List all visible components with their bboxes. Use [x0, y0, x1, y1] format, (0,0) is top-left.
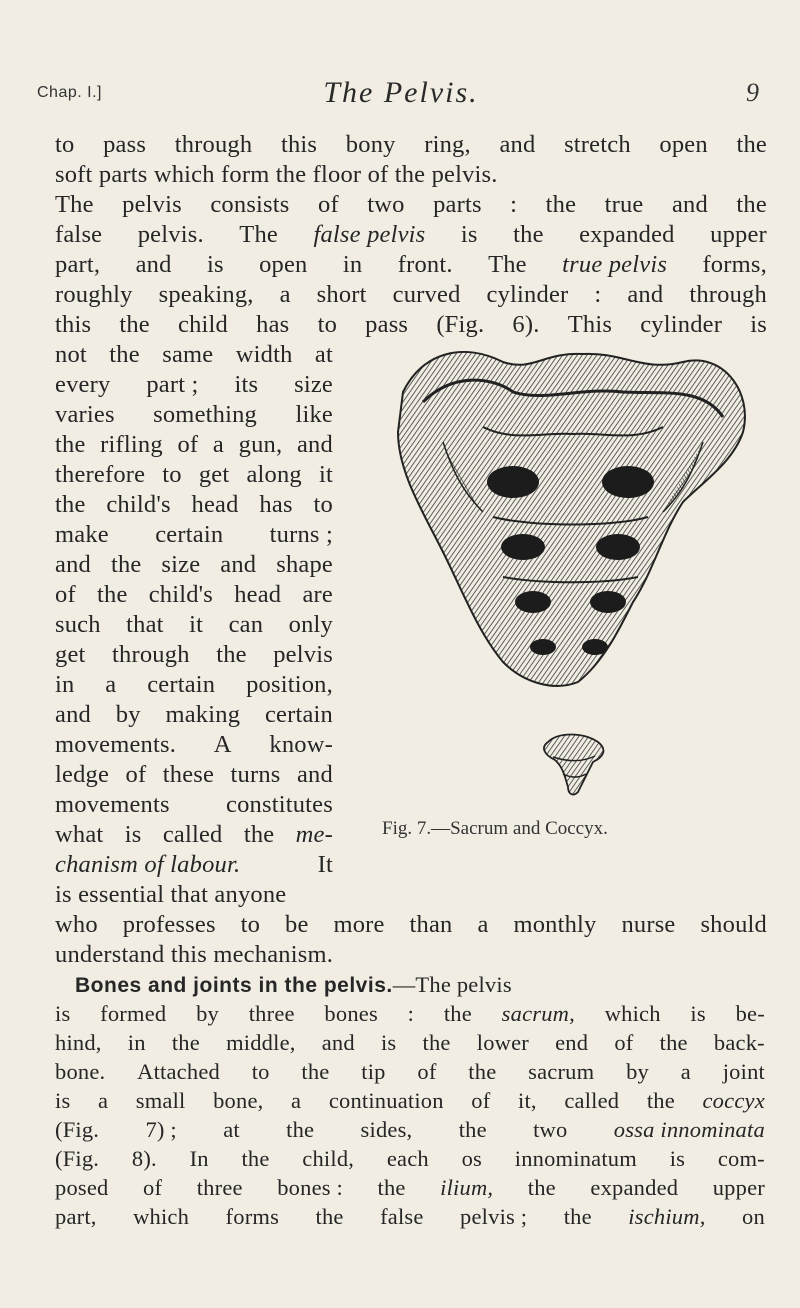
word: monthly	[513, 911, 597, 938]
word: of	[318, 191, 339, 218]
word: 7) ;	[145, 1117, 177, 1142]
word: is	[750, 311, 767, 338]
word: rifling	[100, 431, 163, 458]
word: false	[380, 1204, 424, 1229]
word: coccyx	[702, 1088, 765, 1113]
word: speaking,	[158, 281, 254, 308]
word: and	[135, 251, 172, 278]
word: part ;	[146, 371, 199, 398]
word: called	[162, 821, 223, 848]
word: of	[614, 1030, 634, 1055]
section-lead: —The pelvis	[392, 972, 512, 997]
word: ledge	[55, 761, 110, 788]
section-heading: Bones and joints in the pelvis.	[75, 974, 393, 997]
word: the	[527, 1175, 556, 1200]
word: the	[468, 1059, 497, 1084]
word: bone,	[213, 1088, 264, 1113]
word: open	[259, 251, 308, 278]
word: the	[119, 311, 150, 338]
word: the	[646, 1088, 675, 1113]
word: :	[594, 281, 602, 308]
text-line	[55, 220, 767, 250]
text-line	[55, 490, 333, 520]
running-header	[37, 78, 765, 112]
figure-caption: Fig. 7.—Sacrum and Coccyx.	[382, 818, 608, 839]
word: this	[280, 131, 318, 158]
word: and	[296, 431, 333, 458]
text-line	[55, 670, 333, 700]
word: child,	[302, 1146, 355, 1171]
word: is	[460, 221, 478, 248]
word: A	[213, 731, 232, 758]
word: by	[115, 701, 141, 728]
text-line	[55, 190, 767, 220]
word: the	[736, 131, 767, 158]
text-line	[55, 340, 333, 370]
word: of	[417, 1059, 437, 1084]
word: certain	[147, 671, 216, 698]
text-line	[55, 370, 333, 400]
word: formed	[100, 1001, 167, 1026]
word: and	[627, 281, 664, 308]
word: a	[477, 911, 489, 938]
word: the	[301, 1059, 330, 1084]
word: size	[161, 551, 201, 578]
word: get	[198, 461, 230, 488]
word: has	[259, 491, 293, 518]
word: the	[736, 191, 767, 218]
word: child	[178, 311, 229, 338]
word: innominatum	[514, 1146, 637, 1171]
word: than	[409, 911, 453, 938]
word: in	[342, 251, 363, 278]
word: this	[55, 311, 92, 338]
word: Attached	[137, 1059, 220, 1084]
word: its	[234, 371, 259, 398]
text-line	[55, 880, 286, 910]
word: (Fig.	[55, 1117, 100, 1142]
word: is essential that anyone	[55, 881, 287, 908]
word: the	[659, 1030, 688, 1055]
word: to	[55, 131, 75, 158]
word: part,	[55, 251, 101, 278]
word: is	[55, 1001, 71, 1026]
word: only	[288, 611, 333, 638]
word: the	[216, 641, 247, 668]
word: to	[162, 461, 182, 488]
word: pelvis	[122, 191, 182, 218]
word: by	[626, 1059, 650, 1084]
word: in	[127, 1030, 146, 1055]
word: of	[471, 1088, 491, 1113]
word: these	[162, 761, 215, 788]
word: is	[690, 1001, 706, 1026]
word: ring,	[424, 131, 471, 158]
word: the	[109, 341, 140, 368]
text-line	[55, 580, 333, 610]
word: bones	[324, 1001, 378, 1026]
word: three	[248, 1001, 295, 1026]
word: front.	[397, 251, 453, 278]
word: through	[689, 281, 767, 308]
word: roughly	[55, 281, 133, 308]
word: part,	[55, 1204, 97, 1229]
word: cylinder	[640, 311, 723, 338]
word: on	[742, 1204, 765, 1229]
word: small	[135, 1088, 186, 1113]
word: make	[55, 521, 109, 548]
word: hind,	[55, 1030, 102, 1055]
word: ossa innominata	[613, 1117, 765, 1142]
word: a	[291, 1088, 302, 1113]
word: middle,	[226, 1030, 296, 1055]
word: ilium,	[440, 1175, 494, 1200]
word: turns	[230, 761, 281, 788]
word: lower	[476, 1030, 529, 1055]
word: therefore	[55, 461, 146, 488]
word: by	[196, 1001, 219, 1026]
text-line	[55, 1202, 765, 1232]
word: end	[555, 1030, 589, 1055]
word: chanism of labour.	[55, 851, 241, 878]
word: nurse	[621, 911, 676, 938]
word: should	[700, 911, 767, 938]
word: not	[55, 341, 87, 368]
word: upper	[712, 1175, 765, 1200]
word: posed	[55, 1175, 109, 1200]
word: open	[659, 131, 708, 158]
word: ischium,	[628, 1204, 706, 1229]
word: be	[285, 911, 309, 938]
word: gun,	[238, 431, 283, 458]
word: the	[315, 1204, 344, 1229]
word: soft parts which form the floor of the pelvis.	[55, 161, 498, 188]
word: and	[321, 1030, 355, 1055]
word: a	[98, 1088, 109, 1113]
word: the	[55, 431, 86, 458]
word: position,	[246, 671, 333, 698]
word: head	[234, 581, 282, 608]
word: pelvis	[273, 641, 333, 668]
word: like	[295, 401, 333, 428]
page-number: 9	[746, 78, 759, 107]
word: the	[513, 221, 544, 248]
word: of	[55, 581, 76, 608]
word: know-	[269, 731, 333, 758]
text-line	[55, 280, 767, 310]
word: it	[318, 461, 333, 488]
word: child's	[106, 491, 171, 518]
word: parts	[433, 191, 482, 218]
word: stretch	[564, 131, 631, 158]
word: the	[563, 1204, 592, 1229]
word: false pelvis	[313, 221, 426, 248]
text-line	[55, 999, 765, 1029]
word: pass	[103, 131, 147, 158]
word: is	[124, 821, 142, 848]
word: certain	[155, 521, 224, 548]
word: bone.	[55, 1059, 106, 1084]
text-line	[55, 790, 333, 820]
word: to	[251, 1059, 270, 1084]
word: short	[316, 281, 367, 308]
word: same	[162, 341, 214, 368]
word: curved	[392, 281, 461, 308]
word: at	[223, 1117, 240, 1142]
word: a	[212, 431, 224, 458]
word: a	[279, 281, 291, 308]
word: and	[296, 761, 333, 788]
word: is	[55, 1088, 71, 1113]
word: making	[165, 701, 241, 728]
word: (Fig.	[55, 1146, 100, 1171]
word: os	[461, 1146, 483, 1171]
text-line	[55, 760, 333, 790]
word: constitutes	[226, 791, 333, 818]
text-line	[55, 460, 333, 490]
word: professes	[122, 911, 216, 938]
word: in	[55, 671, 75, 698]
coccyx-drawing	[544, 735, 603, 795]
word: are	[302, 581, 333, 608]
word: varies	[55, 401, 115, 428]
word: In	[189, 1146, 209, 1171]
word: what	[55, 821, 104, 848]
word: the	[243, 821, 275, 848]
word: to	[317, 311, 338, 338]
word: such	[55, 611, 101, 638]
running-title: The Pelvis.	[323, 76, 479, 109]
word: at	[314, 341, 333, 368]
text-line	[55, 1028, 765, 1058]
text-line	[55, 430, 333, 460]
section-heading-line	[75, 970, 512, 1001]
word: back-	[713, 1030, 765, 1055]
word: head	[191, 491, 239, 518]
word: certain	[264, 701, 333, 728]
word: can	[228, 611, 264, 638]
word: to	[313, 491, 333, 518]
text-line	[55, 700, 333, 730]
word: through	[112, 641, 190, 668]
text-line	[55, 400, 333, 430]
word: is	[380, 1030, 397, 1055]
word: bones :	[277, 1175, 343, 1200]
word: consists	[210, 191, 290, 218]
word: which	[604, 1001, 661, 1026]
word: the	[171, 1030, 200, 1055]
word: It	[317, 851, 333, 878]
word: continuation	[328, 1088, 444, 1113]
word: child's	[148, 581, 214, 608]
word: movements.	[55, 731, 177, 758]
text-line	[55, 130, 767, 160]
word: forms,	[702, 251, 767, 278]
word: This	[567, 311, 613, 338]
word: tip	[361, 1059, 386, 1084]
text-line	[55, 550, 333, 580]
text-line	[55, 610, 333, 640]
word: along	[246, 461, 302, 488]
word: turns ;	[269, 521, 333, 548]
word: through	[174, 131, 253, 158]
word: The	[488, 251, 527, 278]
word: it	[189, 611, 204, 638]
word: of	[125, 761, 147, 788]
word: me-	[295, 821, 333, 848]
word: each	[386, 1146, 429, 1171]
word: two	[367, 191, 405, 218]
word: the	[55, 491, 86, 518]
word: sides,	[360, 1117, 413, 1142]
word: width	[235, 341, 293, 368]
word: every	[55, 371, 111, 398]
word: more	[333, 911, 385, 938]
word: The	[239, 221, 278, 248]
word: which	[133, 1204, 190, 1229]
word: pass	[365, 311, 409, 338]
word: to	[240, 911, 261, 938]
word: shape	[276, 551, 333, 578]
word: (Fig.	[436, 311, 485, 338]
text-line	[55, 940, 333, 970]
word: that	[126, 611, 164, 638]
sacrum-drawing	[398, 352, 745, 686]
text-line	[55, 1173, 765, 1203]
word: com-	[717, 1146, 765, 1171]
word: be-	[735, 1001, 765, 1026]
word: movements	[55, 791, 170, 818]
word: is	[206, 251, 224, 278]
word: sacrum,	[501, 1001, 575, 1026]
word: called	[564, 1088, 620, 1113]
word: the	[96, 581, 128, 608]
word: size	[294, 371, 333, 398]
text-line	[55, 160, 498, 190]
word: the	[110, 551, 142, 578]
word: bony	[345, 131, 396, 158]
word: the	[545, 191, 577, 218]
word: false	[55, 221, 103, 248]
word: expanded	[590, 1175, 679, 1200]
word: and	[220, 551, 257, 578]
word: cylinder	[486, 281, 569, 308]
word: the	[443, 1001, 472, 1026]
word: has	[256, 311, 290, 338]
word: forms	[225, 1204, 280, 1229]
word: pelvis.	[137, 221, 204, 248]
word: 6).	[512, 311, 540, 338]
word: and	[671, 191, 708, 218]
text-line	[55, 1144, 765, 1174]
word: the	[458, 1117, 487, 1142]
text-line	[55, 1057, 765, 1087]
word: the	[241, 1146, 270, 1171]
word: and	[55, 701, 91, 728]
word: understand this mechanism.	[55, 941, 334, 968]
text-line	[55, 730, 333, 760]
word: :	[510, 191, 518, 218]
text-line	[55, 820, 333, 850]
word: upper	[710, 221, 767, 248]
word: it,	[518, 1088, 537, 1113]
word: and	[55, 551, 91, 578]
word: of	[143, 1175, 163, 1200]
text-line	[55, 1086, 765, 1116]
word: joint	[722, 1059, 765, 1084]
word: the	[377, 1175, 406, 1200]
word: who	[55, 911, 98, 938]
word: is	[669, 1146, 686, 1171]
word: something	[153, 401, 258, 428]
word: a	[680, 1059, 691, 1084]
word: sacrum	[528, 1059, 595, 1084]
word: true pelvis	[562, 251, 668, 278]
word: expanded	[579, 221, 675, 248]
word: two	[533, 1117, 568, 1142]
word: a	[105, 671, 117, 698]
word: get	[55, 641, 86, 668]
text-line	[55, 910, 767, 940]
word: pelvis ;	[460, 1204, 528, 1229]
word: The	[55, 191, 94, 218]
text-line	[55, 1115, 765, 1145]
word: the	[286, 1117, 315, 1142]
word: the	[422, 1030, 451, 1055]
word: of	[177, 431, 199, 458]
text-line	[55, 640, 333, 670]
text-line	[55, 520, 333, 550]
text-line	[55, 850, 333, 880]
word: :	[407, 1001, 415, 1026]
word: and	[499, 131, 536, 158]
word: three	[196, 1175, 243, 1200]
word: 8).	[131, 1146, 157, 1171]
word: true	[604, 191, 644, 218]
text-line	[55, 250, 767, 280]
chapter-label: Chap. I.]	[37, 84, 102, 101]
sacrum-coccyx-figure	[383, 332, 763, 802]
